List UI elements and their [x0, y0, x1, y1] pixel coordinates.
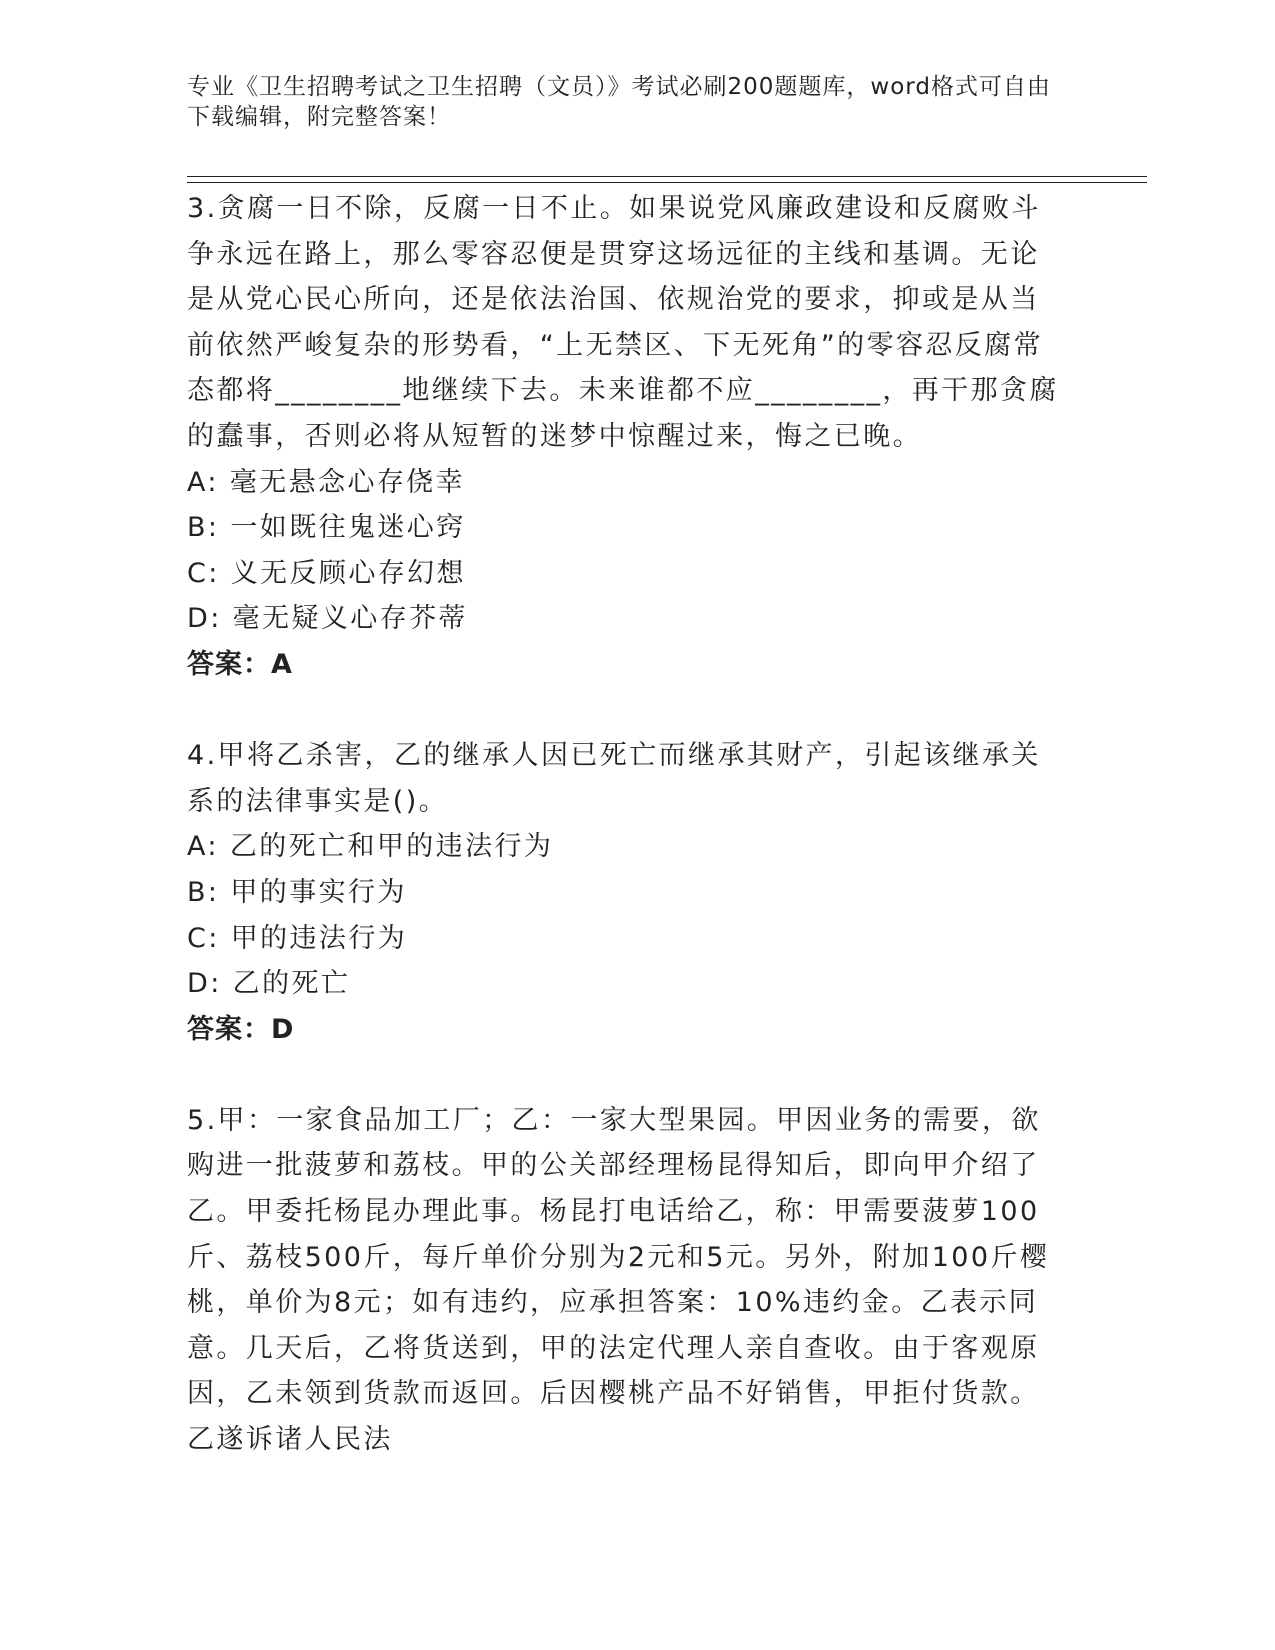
- answer: 答案：A: [187, 648, 293, 680]
- option-b: B: 甲的事实行为: [187, 876, 407, 908]
- question-text: 5.甲：一家食品加工厂；乙：一家大型果园。甲因业务的需要，欲购进一批菠萝和荔枝。甲的公关部经理杨昆得知后，即向甲介绍了乙。甲委托杨昆办理此事。杨昆打电话给乙，称：甲需要菠萝100斤、荔枝500斤，每斤单价分别为2元和5元。另外，附加100斤樱桃，单价为8元；如有违约，应承担答案：10%违约金。乙表示同意。几天后，乙将货送到，甲的法定代理人亲自查收。由于客观原因，乙未领到货款而返回。后因樱桃产品不好销售，甲拒付货款。乙遂诉诸人民法: [187, 1104, 1050, 1456]
- question-3: [187, 186, 1067, 688]
- option-b: B: 一如既往鬼迷心窍: [187, 512, 466, 544]
- header-divider-bottom: [187, 182, 1147, 183]
- option-a: A: 乙的死亡和甲的违法行为: [187, 831, 554, 863]
- option-c: C: 甲的违法行为: [187, 922, 408, 954]
- option-a: A: 毫无悬念心存侥幸: [187, 466, 466, 498]
- option-c: C: 义无反顾心存幻想: [187, 557, 466, 589]
- question-5: [187, 1098, 1067, 1463]
- question-spacer: [187, 1052, 1067, 1098]
- question-spacer: [187, 688, 1067, 734]
- question-text: 4.甲将乙杀害，乙的继承人因已死亡而继承其财产，引起该继承关系的法律事实是()。: [187, 740, 1041, 817]
- header-divider-top: [187, 176, 1147, 177]
- question-list: [187, 186, 1067, 1463]
- option-d: D: 毫无疑义心存芥蒂: [187, 603, 468, 635]
- option-d: D: 乙的死亡: [187, 968, 351, 1000]
- document-header: 专业《卫生招聘考试之卫生招聘（文员）》考试必刷200题题库，word格式可自由下载编辑，附完整答案！: [187, 74, 1051, 130]
- question-text: 3.贪腐一日不除，反腐一日不止。如果说党风廉政建设和反腐败斗争永远在路上，那么零容忍便是贯穿这场远征的主线和基调。无论是从党心民心所向，还是依法治国、依规治党的要求，抑或是从当前依然严峻复杂的形势看，“上无禁区、下无死角”的零容忍反腐常态都将________地继续下去。未来谁都不应________，再干那贪腐的蠢事，否则必将从短暂的迷梦中惊醒过来，悔之已晚。: [187, 193, 1059, 452]
- answer: 答案：D: [187, 1013, 295, 1045]
- question-4: [187, 733, 1067, 1052]
